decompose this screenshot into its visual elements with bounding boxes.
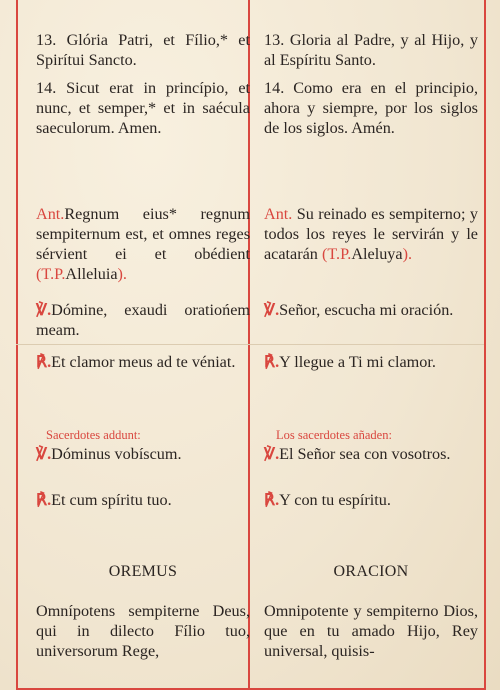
tp-close: ). [117, 265, 127, 283]
latin-heading: OREMUS [108, 563, 178, 580]
versicle-text: El Señor sea con vosotros. [279, 445, 451, 463]
latin-priests-note: Sacerdotes addunt: [46, 428, 141, 442]
tp-word: Alleluia [65, 265, 118, 283]
tp-open: (T.P. [321, 245, 352, 263]
fold-line [16, 344, 484, 345]
tp-open: (T.P. [36, 265, 66, 283]
latin-response [36, 352, 250, 372]
response-text: Y llegue a Ti mi clamor. [279, 353, 436, 371]
spanish-antiphon [264, 204, 478, 264]
spanish-response-2 [264, 490, 478, 510]
latin-verse-14: 14. Sicut erat in princípio, et nunc, et semper,* et in saécula saeculorum. Amen. [36, 79, 250, 137]
response-text: Et cum spíritu tuo. [51, 491, 172, 509]
antiphon-text: Su reinado es sempiterno; y todos los reyes le servirán y le acatarán [264, 205, 478, 263]
response-text: Et clamor meus ad te véniat. [51, 353, 236, 371]
spanish-heading: ORACION [333, 563, 409, 580]
spanish-verse-13: 13. Gloria al Padre, y al Hijo, y al Espíritu Santo. [264, 31, 478, 69]
versicle-text: Señor, escucha mi oración. [279, 301, 454, 319]
spanish-versicle-2 [264, 444, 478, 464]
versicle-symbol: ℣. [264, 445, 280, 463]
response-text: Y con tu espíritu. [279, 491, 391, 509]
response-symbol: ℟. [264, 353, 280, 371]
antiphon-label: Ant. [264, 205, 293, 223]
response-symbol: ℟. [36, 491, 52, 509]
versicle-text: Dómine, exaudi oratiońem meam. [36, 301, 250, 339]
latin-antiphon [36, 204, 250, 284]
spanish-versicle [264, 300, 478, 320]
spanish-verse-14: 14. Como era en el principio, ahora y siempre, por los siglos de los siglos. Amén. [264, 79, 478, 137]
spanish-prayer: Omnipotente y sempiterno Dios, que en tu amado Hijo, Rey universal, quisis- [264, 602, 478, 660]
versicle-symbol: ℣. [36, 301, 52, 319]
versicle-symbol: ℣. [264, 301, 280, 319]
latin-versicle-2 [36, 444, 250, 464]
response-symbol: ℟. [36, 353, 52, 371]
latin-prayer: Omnípotens sempiterne Deus, qui in dilecto Fílio tuo, universorum Rege, [36, 602, 250, 660]
tp-word: Aleluya [351, 245, 403, 263]
tp-close: ). [402, 245, 413, 263]
latin-versicle [36, 300, 250, 340]
spanish-response [264, 352, 478, 372]
spanish-priests-note: Los sacerdotes añaden: [276, 428, 392, 442]
versicle-symbol: ℣. [36, 445, 52, 463]
latin-response-2 [36, 490, 250, 510]
antiphon-text: Regnum eius* regnum sempiternum est, et omnes reges sérvient ei et obédient [36, 205, 250, 263]
antiphon-label: Ant. [36, 205, 65, 223]
latin-verse-13: 13. Glória Patri, et Fílio,* et Spirítui Sancto. [36, 31, 250, 69]
versicle-text: Dóminus vobíscum. [51, 445, 182, 463]
response-symbol: ℟. [264, 491, 280, 509]
